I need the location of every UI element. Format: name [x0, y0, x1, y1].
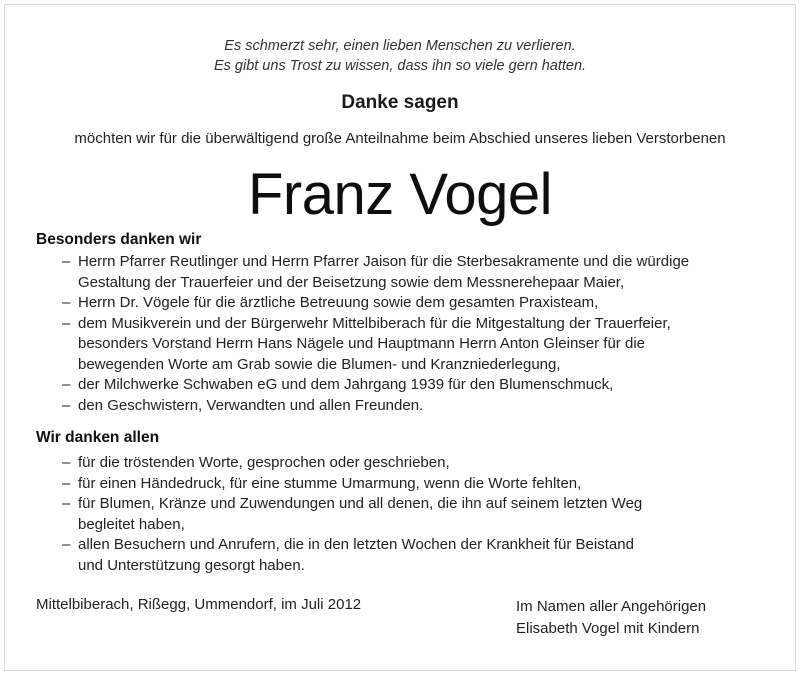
signature-block — [516, 596, 706, 640]
dash-marker: – — [62, 253, 71, 270]
list-item-line: für Blumen, Kränze und Zuwendungen und all denen, die ihn auf seinem letzten Weg — [78, 495, 643, 512]
list-item — [62, 375, 689, 396]
list-item — [62, 453, 642, 474]
dash-marker: – — [62, 454, 71, 471]
list-item-line: für die tröstenden Worte, gesprochen oder geschrieben, — [78, 454, 450, 471]
list-item-line: Herrn Pfarrer Reutlinger und Herrn Pfarrer Jaison für die Sterbesakramente und die würdige — [78, 253, 690, 270]
signature-line-2: Elisabeth Vogel mit Kindern — [516, 620, 700, 637]
list-item-line: Gestaltung der Trauerfeier und der Beisetzung sowie dem Messnerehepaar Maier, — [78, 273, 625, 291]
list-item-line: Herrn Dr. Vögele für die ärztliche Betreuung sowie dem gesamten Praxisteam, — [78, 294, 599, 311]
dash-marker: – — [62, 314, 71, 332]
list-item — [62, 314, 689, 376]
list-item-line: begleitet haben, — [78, 515, 185, 533]
dash-marker: – — [62, 396, 71, 414]
list-item-line: allen Besuchern und Anrufern, die in den letzten Wochen der Krankheit für Beistand — [78, 536, 634, 553]
list-item-line: den Geschwistern, Verwandten und allen Freunden. — [78, 396, 424, 414]
list-item — [62, 535, 642, 576]
section-1-heading: Besonders danken wir — [36, 231, 202, 248]
thanks-title: Danke sagen — [341, 92, 459, 113]
list-item — [62, 293, 689, 314]
list-item-line: für einen Händedruck, für eine stumme Umarmung, wenn die Worte fehlten, — [78, 474, 582, 492]
dash-marker: – — [62, 474, 71, 492]
list-item-line: und Unterstützung gesorgt haben. — [78, 556, 305, 574]
list-item-line: dem Musikverein und der Bürgerwehr Mittelbiberach für die Mitgestaltung der Trauerfeier, — [78, 314, 671, 332]
section-2-list — [62, 453, 642, 576]
list-item — [62, 494, 642, 535]
list-item — [62, 396, 689, 417]
section-2-heading: Wir danken allen — [36, 429, 160, 446]
section-1-list — [62, 252, 689, 416]
place-date: Mittelbiberach, Rißegg, Ummendorf, im Juli 2012 — [36, 596, 362, 613]
list-item — [62, 252, 689, 293]
dash-marker: – — [62, 376, 71, 393]
list-item-line: der Milchwerke Schwaben eG und dem Jahrgang 1939 für den Blumenschmuck, — [78, 376, 614, 393]
quote-line-1: Es schmerzt sehr, einen lieben Menschen zu verlieren. — [224, 38, 576, 54]
list-item-line: bewegenden Worte am Grab sowie die Blumen- und Kranzniederlegung, — [78, 355, 561, 373]
dash-marker: – — [62, 536, 71, 553]
list-item — [62, 474, 642, 495]
dash-marker: – — [62, 294, 71, 311]
quote-line-2: Es gibt uns Trost zu wissen, dass ihn so viele gern hatten. — [213, 58, 587, 74]
signature-line-1: Im Namen aller Angehörigen — [516, 598, 707, 615]
dash-marker: – — [62, 495, 71, 512]
list-item-line: besonders Vorstand Herrn Hans Nägele und Hauptmann Herrn Anton Gleinser für die — [78, 335, 645, 352]
intro-text: möchten wir für die überwältigend große Anteilnahme beim Abschied unseres lieben Verstorbenen — [74, 130, 726, 147]
deceased-name: Franz Vogel — [247, 162, 552, 227]
